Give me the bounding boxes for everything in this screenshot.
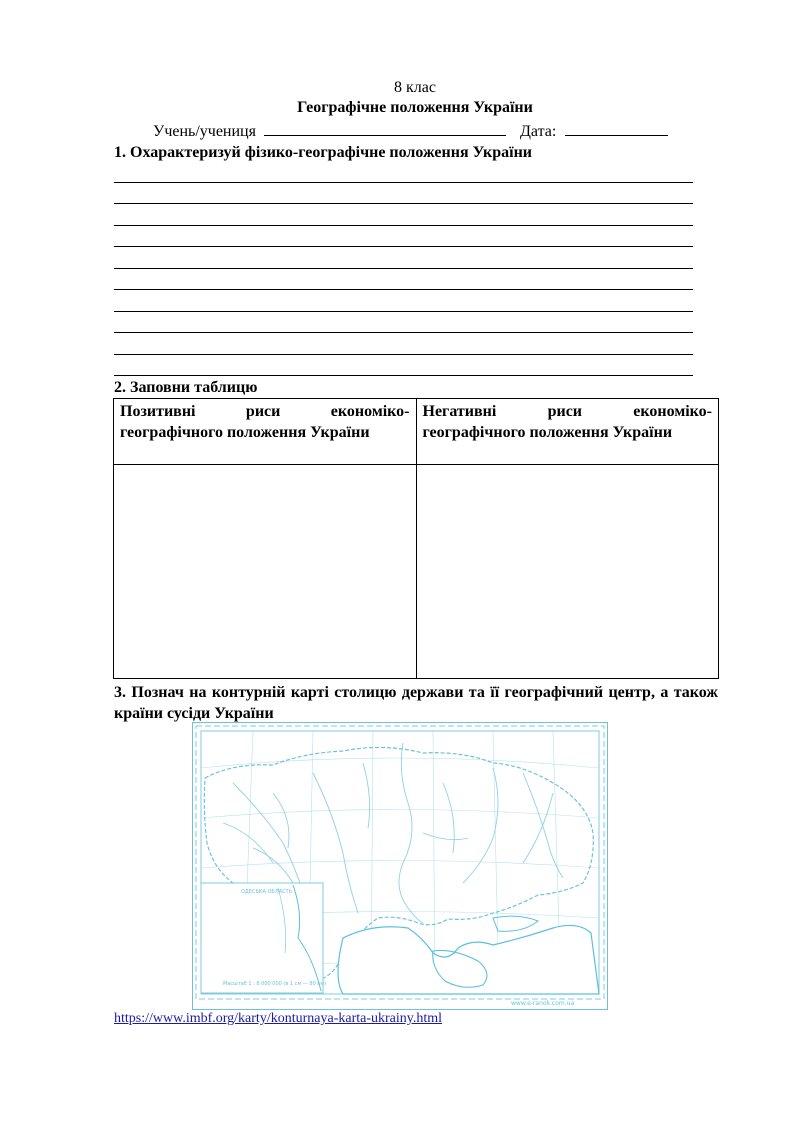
- answer-line[interactable]: [114, 203, 693, 204]
- positive-features-cell[interactable]: [114, 465, 417, 679]
- task1-heading: 1. Охарактеризуй фізико-географічне положення України: [114, 144, 533, 161]
- task3-heading: 3. Познач на контурній карті столицю держави та її географічний центр, а також країни сусіди України: [114, 684, 718, 722]
- date-field[interactable]: [565, 120, 668, 136]
- answer-line[interactable]: [114, 225, 693, 226]
- features-table: [113, 398, 719, 679]
- answer-line[interactable]: [114, 354, 693, 355]
- task2-heading: 2. Заповни таблицю: [114, 379, 258, 396]
- contour-map-drawing: [193, 723, 607, 1009]
- answer-line[interactable]: [114, 246, 693, 247]
- odesa-inset: [201, 883, 323, 993]
- student-label: Учень/учениця: [153, 123, 256, 140]
- negative-features-cell[interactable]: [416, 465, 719, 679]
- source-link[interactable]: https://www.imbf.org/karty/konturnaya-karta-ukrainy.html: [114, 1011, 443, 1026]
- answer-line[interactable]: [114, 289, 693, 290]
- student-name-field[interactable]: [264, 120, 506, 136]
- worksheet-title: Географічне положення України: [297, 99, 533, 116]
- positive-features-header: Позитивні риси економіко-географічного положення України: [114, 399, 417, 465]
- inset-label: ОДЕСЬКА ОБЛАСТЬ: [241, 889, 293, 895]
- answer-line[interactable]: [114, 268, 693, 269]
- sea-area: [338, 916, 599, 994]
- grade-label: 8 клас: [394, 79, 436, 96]
- date-label: Дата:: [519, 123, 557, 140]
- answer-line[interactable]: [114, 375, 693, 376]
- answer-line[interactable]: [114, 311, 693, 312]
- answer-line[interactable]: [114, 332, 693, 333]
- answer-line[interactable]: [114, 182, 693, 183]
- contour-map[interactable]: [192, 722, 608, 1010]
- student-info-row: [153, 120, 668, 142]
- scale-label: Масштаб 1 : 8 000 000 (в 1 см — 80 км): [223, 981, 327, 987]
- map-watermark: www.e-ranok.com.ua: [511, 1000, 575, 1007]
- negative-features-header: Негативні риси економіко-географічного положення України: [416, 399, 719, 465]
